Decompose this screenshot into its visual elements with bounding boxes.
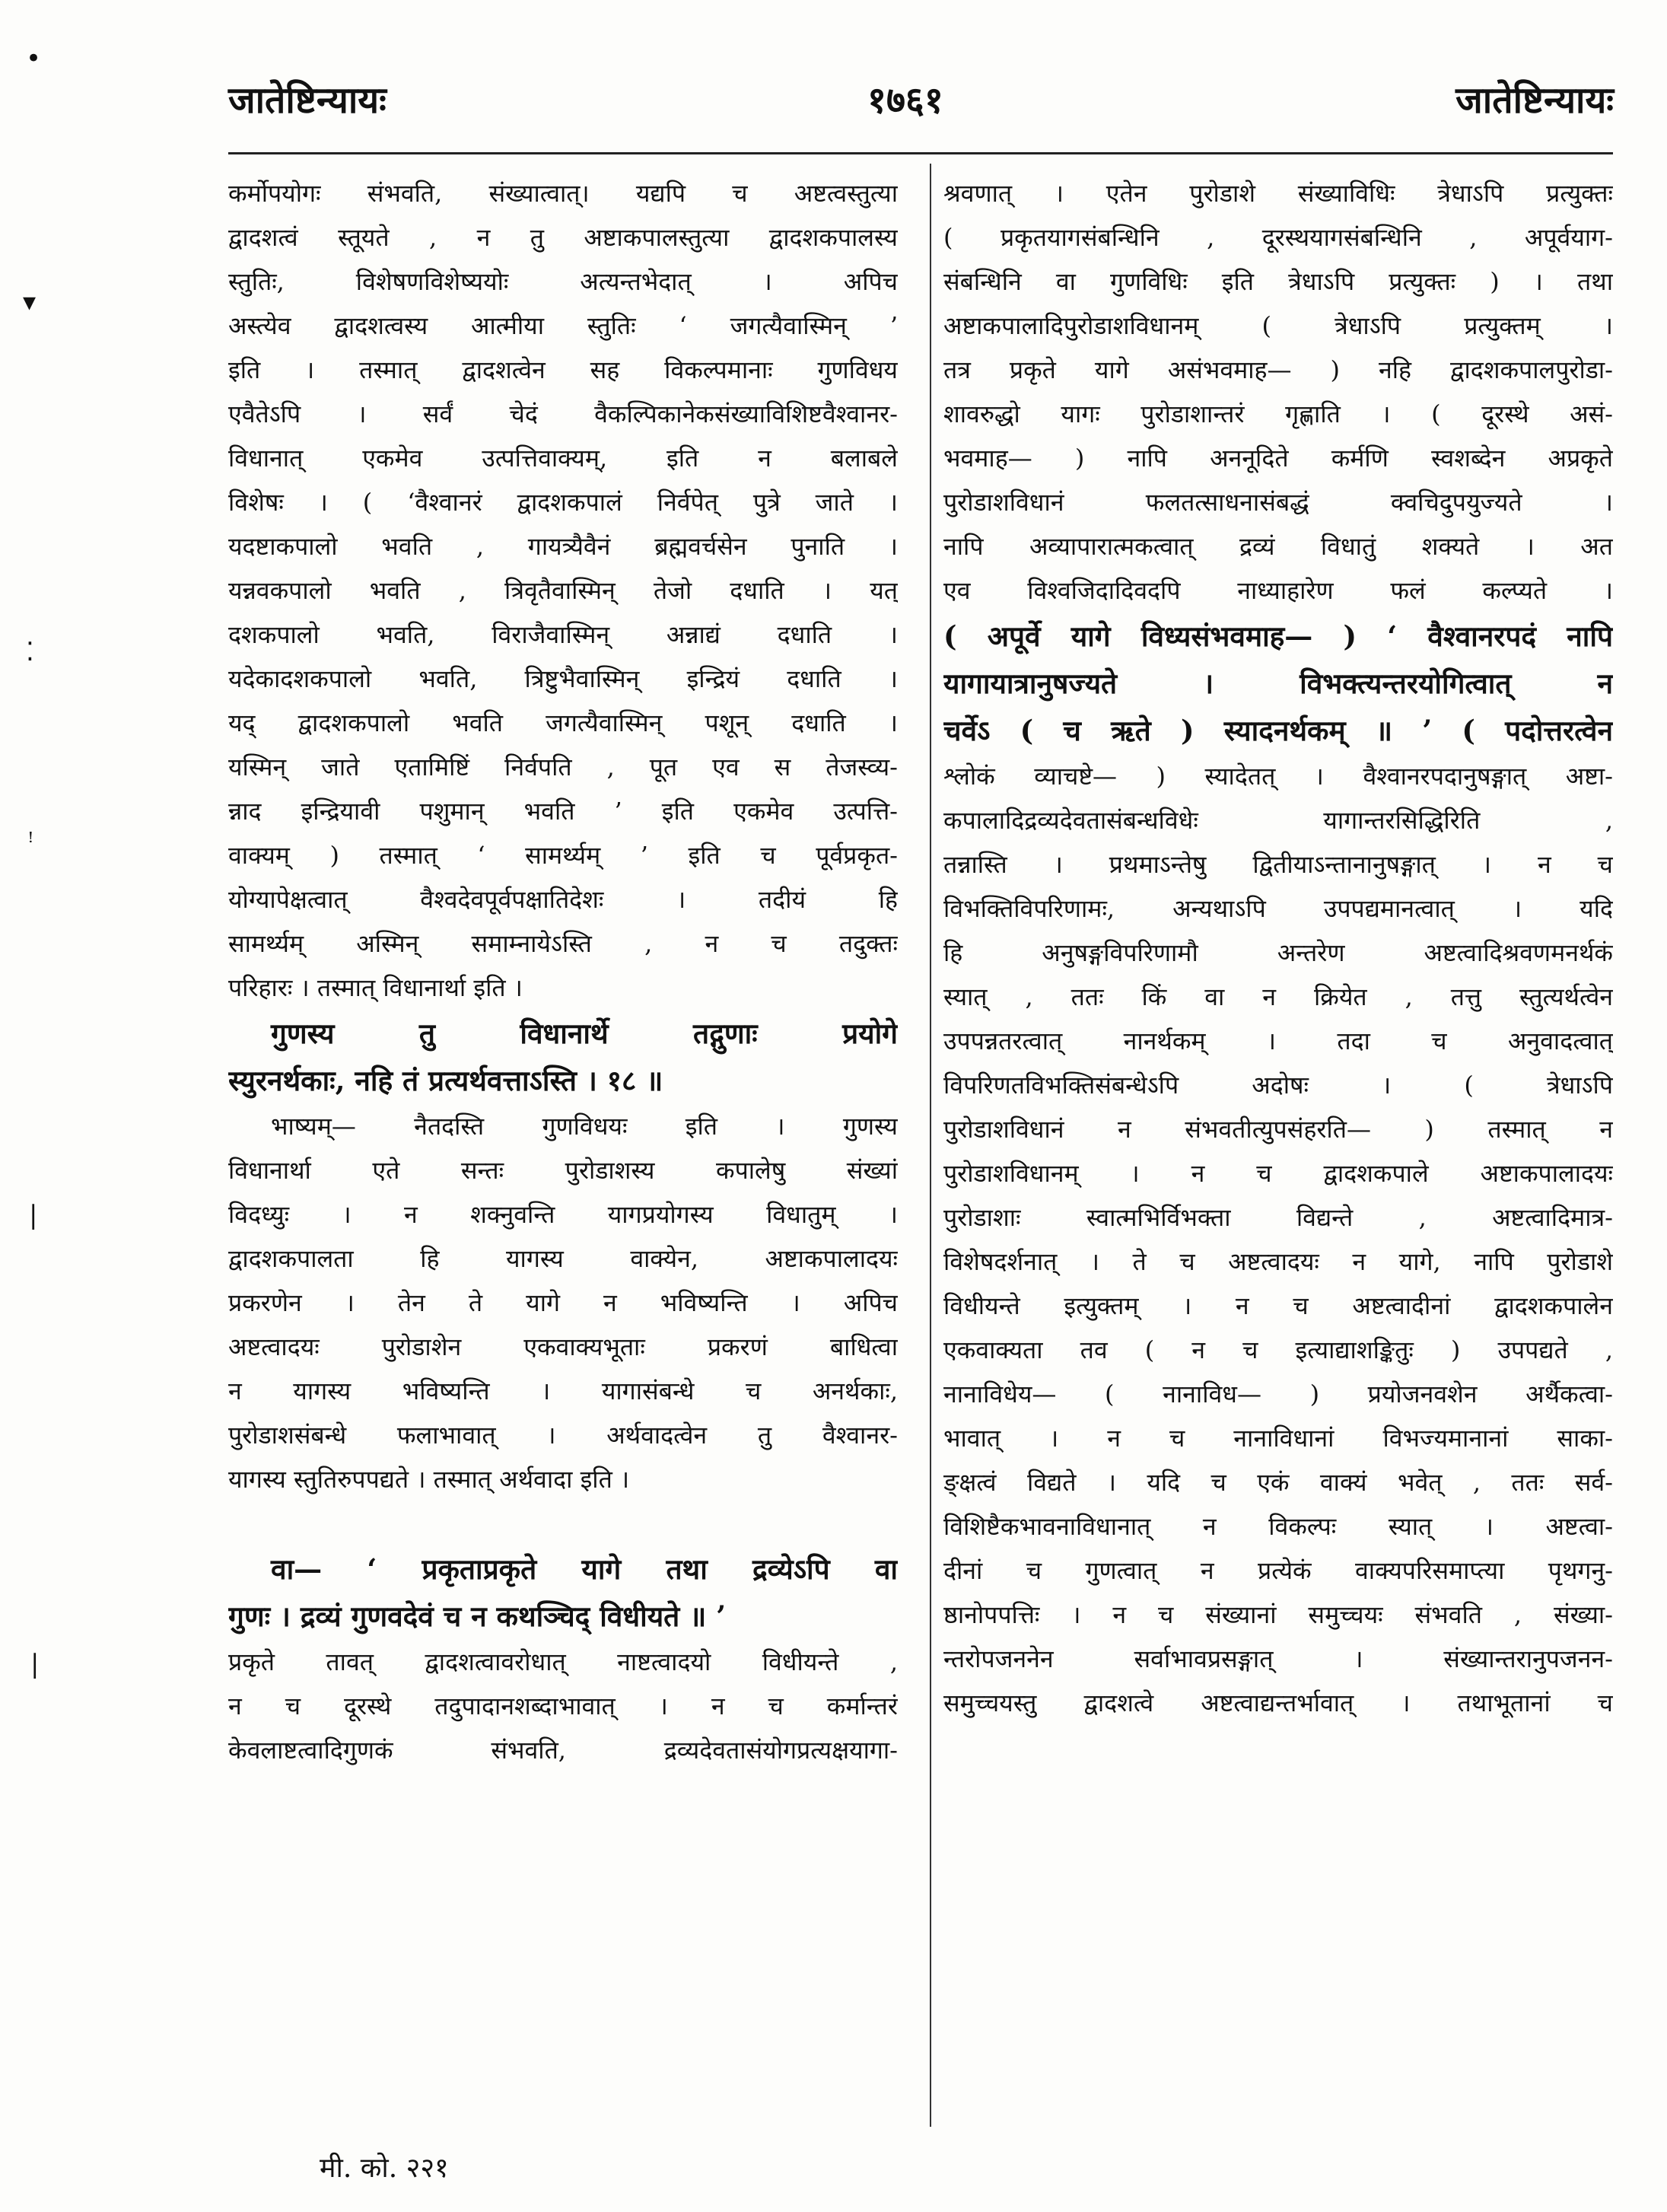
text-line: अष्टाकपालादिपुरोडाशविधानम् ( त्रेधाऽपि प्रत्युक्तम् । (943, 311, 1613, 340)
text-line: गुणः । द्रव्यं गुणवदेवं च न कथञ्चिद् विधीयते ॥ ’ (228, 1599, 727, 1633)
text-line: यद् द्वादशकपालो भवति जगत्यैवास्मिन् पशून् दधाति । (228, 708, 898, 737)
text-line: न यागस्य भविष्यन्ति । यागासंबन्धे च अनर्थकाः, (228, 1377, 898, 1405)
text-line: विधीयन्ते इत्युक्तम् । न च अष्टत्वादीनां द्वादशकपालेन (943, 1291, 1613, 1320)
text-line: द्वादशकपालता हि यागस्य वाक्येन, अष्टाकपालादयः (228, 1244, 898, 1273)
text-line: पुरोडाशविधानं फलतत्साधनासंबद्धं क्वचिदुपयुज्यते । (943, 488, 1613, 517)
text-line: नापि अव्यापारात्मकत्वात् द्रव्यं विधातुं शक्यते । अत (943, 532, 1613, 561)
text-line (228, 1501, 898, 1545)
text-line: यस्मिन् जाते एतामिष्टिं निर्वपति , पूत एव स तेजस्व्य- (228, 753, 898, 781)
text-line: विशेषः । ( ‘वैश्वानरं द्वादशकपालं निर्वपेत् पुत्रे जाते । (228, 488, 898, 517)
text-line: ( अपूर्वे यागे विध्यसंभवमाह— ) ‘ वैश्वानरपदं नापि (943, 619, 1613, 653)
text-line: कर्मोपयोगः संभवति, संख्यात्वात्। यद्यपि च अष्टत्वस्तुत्या (228, 179, 898, 208)
margin-mark: | (29, 1200, 38, 1230)
text-line: स्तुतिः, विशेषणविशेष्ययोः अत्यन्तभेदात् । अपिच (228, 267, 898, 296)
text-line: यागस्य स्तुतिरुपपद्यते । तस्मात् अर्थवादा इति । (228, 1465, 630, 1494)
text-line: पुरोडाशविधानं न संभवतीत्युपसंहरति— ) तस्मात् न (943, 1115, 1613, 1144)
text-line: पुरोडाशसंबन्धे फलाभावात् । अर्थवादत्वेन तु वैश्वानर- (228, 1421, 898, 1450)
margin-mark: ⁚ (26, 637, 34, 667)
header-rule (228, 152, 1613, 154)
text-line: पुरोडाशविधानम् । न च द्वादशकपाले अष्टाकपालादयः (943, 1159, 1613, 1188)
text-line: समुच्चयस्तु द्वादशत्वे अष्टत्वाद्यन्तर्भावात् । तथाभूतानां च (943, 1688, 1613, 1717)
text-line: भवमाह— ) नापि अननूदिते कर्मणि स्वशब्देन अप्रकृते (943, 444, 1613, 473)
text-line: न्नाद इन्द्रियावी पशुमान् भवति ’ इति एकमेव उत्पत्ति- (228, 797, 898, 826)
text-line: यदेकादशकपालो भवति, त्रिष्टुभैवास्मिन् इन्द्रियं दधाति । (228, 664, 898, 693)
text-line: ङ्क्षत्वं विद्यते । यदि च एकं वाक्यं भवेत् , ततः सर्व- (943, 1468, 1613, 1497)
text-line: अस्त्येव द्वादशत्वस्य आत्मीया स्तुतिः ‘ जगत्यैवास्मिन् ’ (228, 311, 898, 340)
margin-mark: • (26, 43, 42, 74)
running-header-left: जातेष्टिन्यायः (228, 79, 387, 122)
text-line: स्यात् , ततः किं वा न क्रियेत , तत्तु स्तुत्यर्थत्वेन (943, 982, 1613, 1011)
text-line: यदष्टाकपालो भवति , गायत्र्यैवैनं ब्रह्मवर्चसेन पुनाति । (228, 532, 898, 561)
text-line: भावात् । न च नानाविधानां विभज्यमानानां साका- (943, 1424, 1613, 1453)
text-line: भाष्यम्— नैतदस्ति गुणविधयः इति । गुणस्य (271, 1112, 898, 1141)
text-line: अष्टत्वादयः पुरोडाशेन एकवाक्यभूताः प्रकरणं बाधित्वा (228, 1332, 898, 1361)
text-line: उपपन्नतरत्वात् नानर्थकम् । तदा च अनुवादत्वात् (943, 1026, 1613, 1055)
text-line: एकवाक्यता तव ( न च इत्याद्याशङ्कितुः ) उपपद्यते , (943, 1335, 1613, 1364)
text-line: चर्वेऽ ( च ऋते ) स्यादनर्थकम् ॥ ’ ( पदोत्तरत्वेन (943, 714, 1613, 747)
text-line: कपालादिद्रव्यदेवतासंबन्धविधेः यागान्तरसिद्धिरिति , (943, 806, 1613, 835)
left-column (228, 171, 898, 1772)
text-line: दशकपालो भवति, विराजैवास्मिन् अन्नाद्यं दधाति । (228, 620, 898, 649)
running-header-right: जातेष्टिन्यायः (1455, 79, 1614, 122)
text-line: केवलाष्टत्वादिगुणकं संभवति, द्रव्यदेवतासंयोगप्रत्यक्षयागा- (228, 1736, 898, 1765)
text-line: सामर्थ्यम् अस्मिन् समाम्नायेऽस्ति , न च तदुक्तः (228, 929, 898, 958)
text-line: एव विश्वजिदादिवदपि नाध्याहारेण फलं कल्प्यते । (943, 576, 1613, 605)
text-line: शावरुद्धो यागः पुरोडाशान्तरं गृह्णाति । ( दूरस्थे असं- (943, 399, 1613, 428)
text-line: श्रवणात् । एतेन पुरोडाशे संख्याविधिः त्रेधाऽपि प्रत्युक्तः (943, 179, 1613, 208)
text-line: प्रकृते तावत् द्वादशत्वावरोधात् नाष्टत्वादयो विधीयन्ते , (228, 1647, 898, 1676)
text-line: विपरिणतविभक्तिसंबन्धेऽपि अदोषः । ( त्रेधाऽपि (943, 1071, 1613, 1100)
text-line: वा— ‘ प्रकृताप्रकृते यागे तथा द्रव्येऽपि वा (271, 1552, 898, 1586)
text-line: एवैतेऽपि । सर्वं चेदं वैकल्पिकानेकसंख्याविशिष्टवैश्वानर- (228, 399, 898, 428)
text-line: गुणस्य तु विधानार्थे तद्गुणाः प्रयोगे (271, 1017, 898, 1050)
margin-mark: ▾ (23, 287, 37, 317)
text-line: पुरोडाशाः स्वात्मभिर्विभक्ता विद्यन्ते , अष्टत्वादिमात्र- (943, 1203, 1613, 1232)
text-line: हि अनुषङ्गविपरिणामौ अन्तरेण अष्टत्वादिश्रवणमनर्थकं (943, 938, 1613, 967)
column-divider (930, 164, 931, 2127)
text-line: विशिष्टैकभावनाविधानात् न विकल्पः स्यात् । अष्टत्वा- (943, 1512, 1613, 1541)
text-line: विशेषदर्शनात् । ते च अष्टत्वादयः न यागे, नापि पुरोडाशे (943, 1247, 1613, 1276)
text-line: द्वादशत्वं स्तूयते , न तु अष्टाकपालस्तुत्या द्वादशकपालस्य (228, 223, 898, 252)
text-line: योग्यापेक्षत्वात् वैश्वदेवपूर्वपक्षातिदेशः । तदीयं हि (228, 885, 898, 914)
margin-mark: | (30, 1649, 40, 1679)
text-line: प्रकरणेन । तेन ते यागे न भविष्यन्ति । अपिच (228, 1288, 898, 1317)
text-line: वाक्यम् ) तस्मात् ‘ सामर्थ्यम् ’ इति च पूर्वप्रकृत- (228, 841, 898, 870)
text-line: परिहारः । तस्मात् विधानार्था इति । (228, 973, 523, 1002)
text-line: संबन्धिनि वा गुणविधिः इति त्रेधाऽपि प्रत्युक्तः ) । तथा (943, 267, 1613, 296)
text-line: विभक्तिविपरिणामः, अन्यथाऽपि उपपद्यमानत्वात् । यदि (943, 894, 1613, 923)
text-line: ( प्रकृतयागसंबन्धिनि , दूरस्थयागसंबन्धिनि , अपूर्वयाग- (943, 223, 1613, 252)
text-line: इति । तस्मात् द्वादशत्वेन सह विकल्पमानाः गुणविधय (228, 355, 898, 384)
text-line: तत्र प्रकृते यागे असंभवमाह— ) नहि द्वादशकपालपुरोडा- (943, 355, 1613, 384)
text-line: यन्नवकपालो भवति , त्रिवृतैवास्मिन् तेजो दधाति । यत् (228, 576, 898, 605)
text-line: दीनां च गुणत्वात् न प्रत्येकं वाक्यपरिसमाप्त्या पृथगनु- (943, 1556, 1613, 1585)
text-line: विधानात् एकमेव उत्पत्तिवाक्यम्, इति न बलाबले (228, 444, 898, 473)
text-line: विदध्युः । न शक्नुवन्ति यागप्रयोगस्य विधातुम् । (228, 1200, 898, 1229)
text-line: स्युरनर्थकाः, नहि तं प्रत्यर्थवत्ताऽस्ति । १८ ॥ (228, 1064, 663, 1097)
text-line: तन्नास्ति । प्रथमाऽन्तेषु द्वितीयाऽन्तानानुषङ्गात् । न च (943, 850, 1613, 879)
text-line: यागायात्रानुषज्यते । विभक्त्यन्तरयोगित्वात् न (943, 667, 1613, 700)
footer-signature: मी. को. २२१ (320, 2153, 449, 2184)
text-line: न्तरोपजननेन सर्वाभावप्रसङ्गात् । संख्यान्तरानुपजनन- (943, 1644, 1613, 1673)
text-line: विधानार्था एते सन्तः पुरोडाशस्य कपालेषु संख्यां (228, 1156, 898, 1185)
right-column (943, 171, 1613, 1725)
text-line: श्लोकं व्याचष्टे— ) स्यादेतत् । वैश्वानरपदानुषङ्गात् अष्टा- (943, 762, 1613, 791)
page-number: १७६१ (867, 79, 943, 122)
text-line: नानाविधेय— ( नानाविध— ) प्रयोजनवशेन अर्थैकत्वा- (943, 1380, 1613, 1408)
margin-mark: ꜝ (27, 827, 34, 858)
text-line: ष्ठानोपपत्तिः । न च संख्यानां समुच्चयः संभवति , संख्या- (943, 1600, 1613, 1629)
text-line: न च दूरस्थे तदुपादानशब्दाभावात् । न च कर्मान्तरं (228, 1692, 898, 1720)
